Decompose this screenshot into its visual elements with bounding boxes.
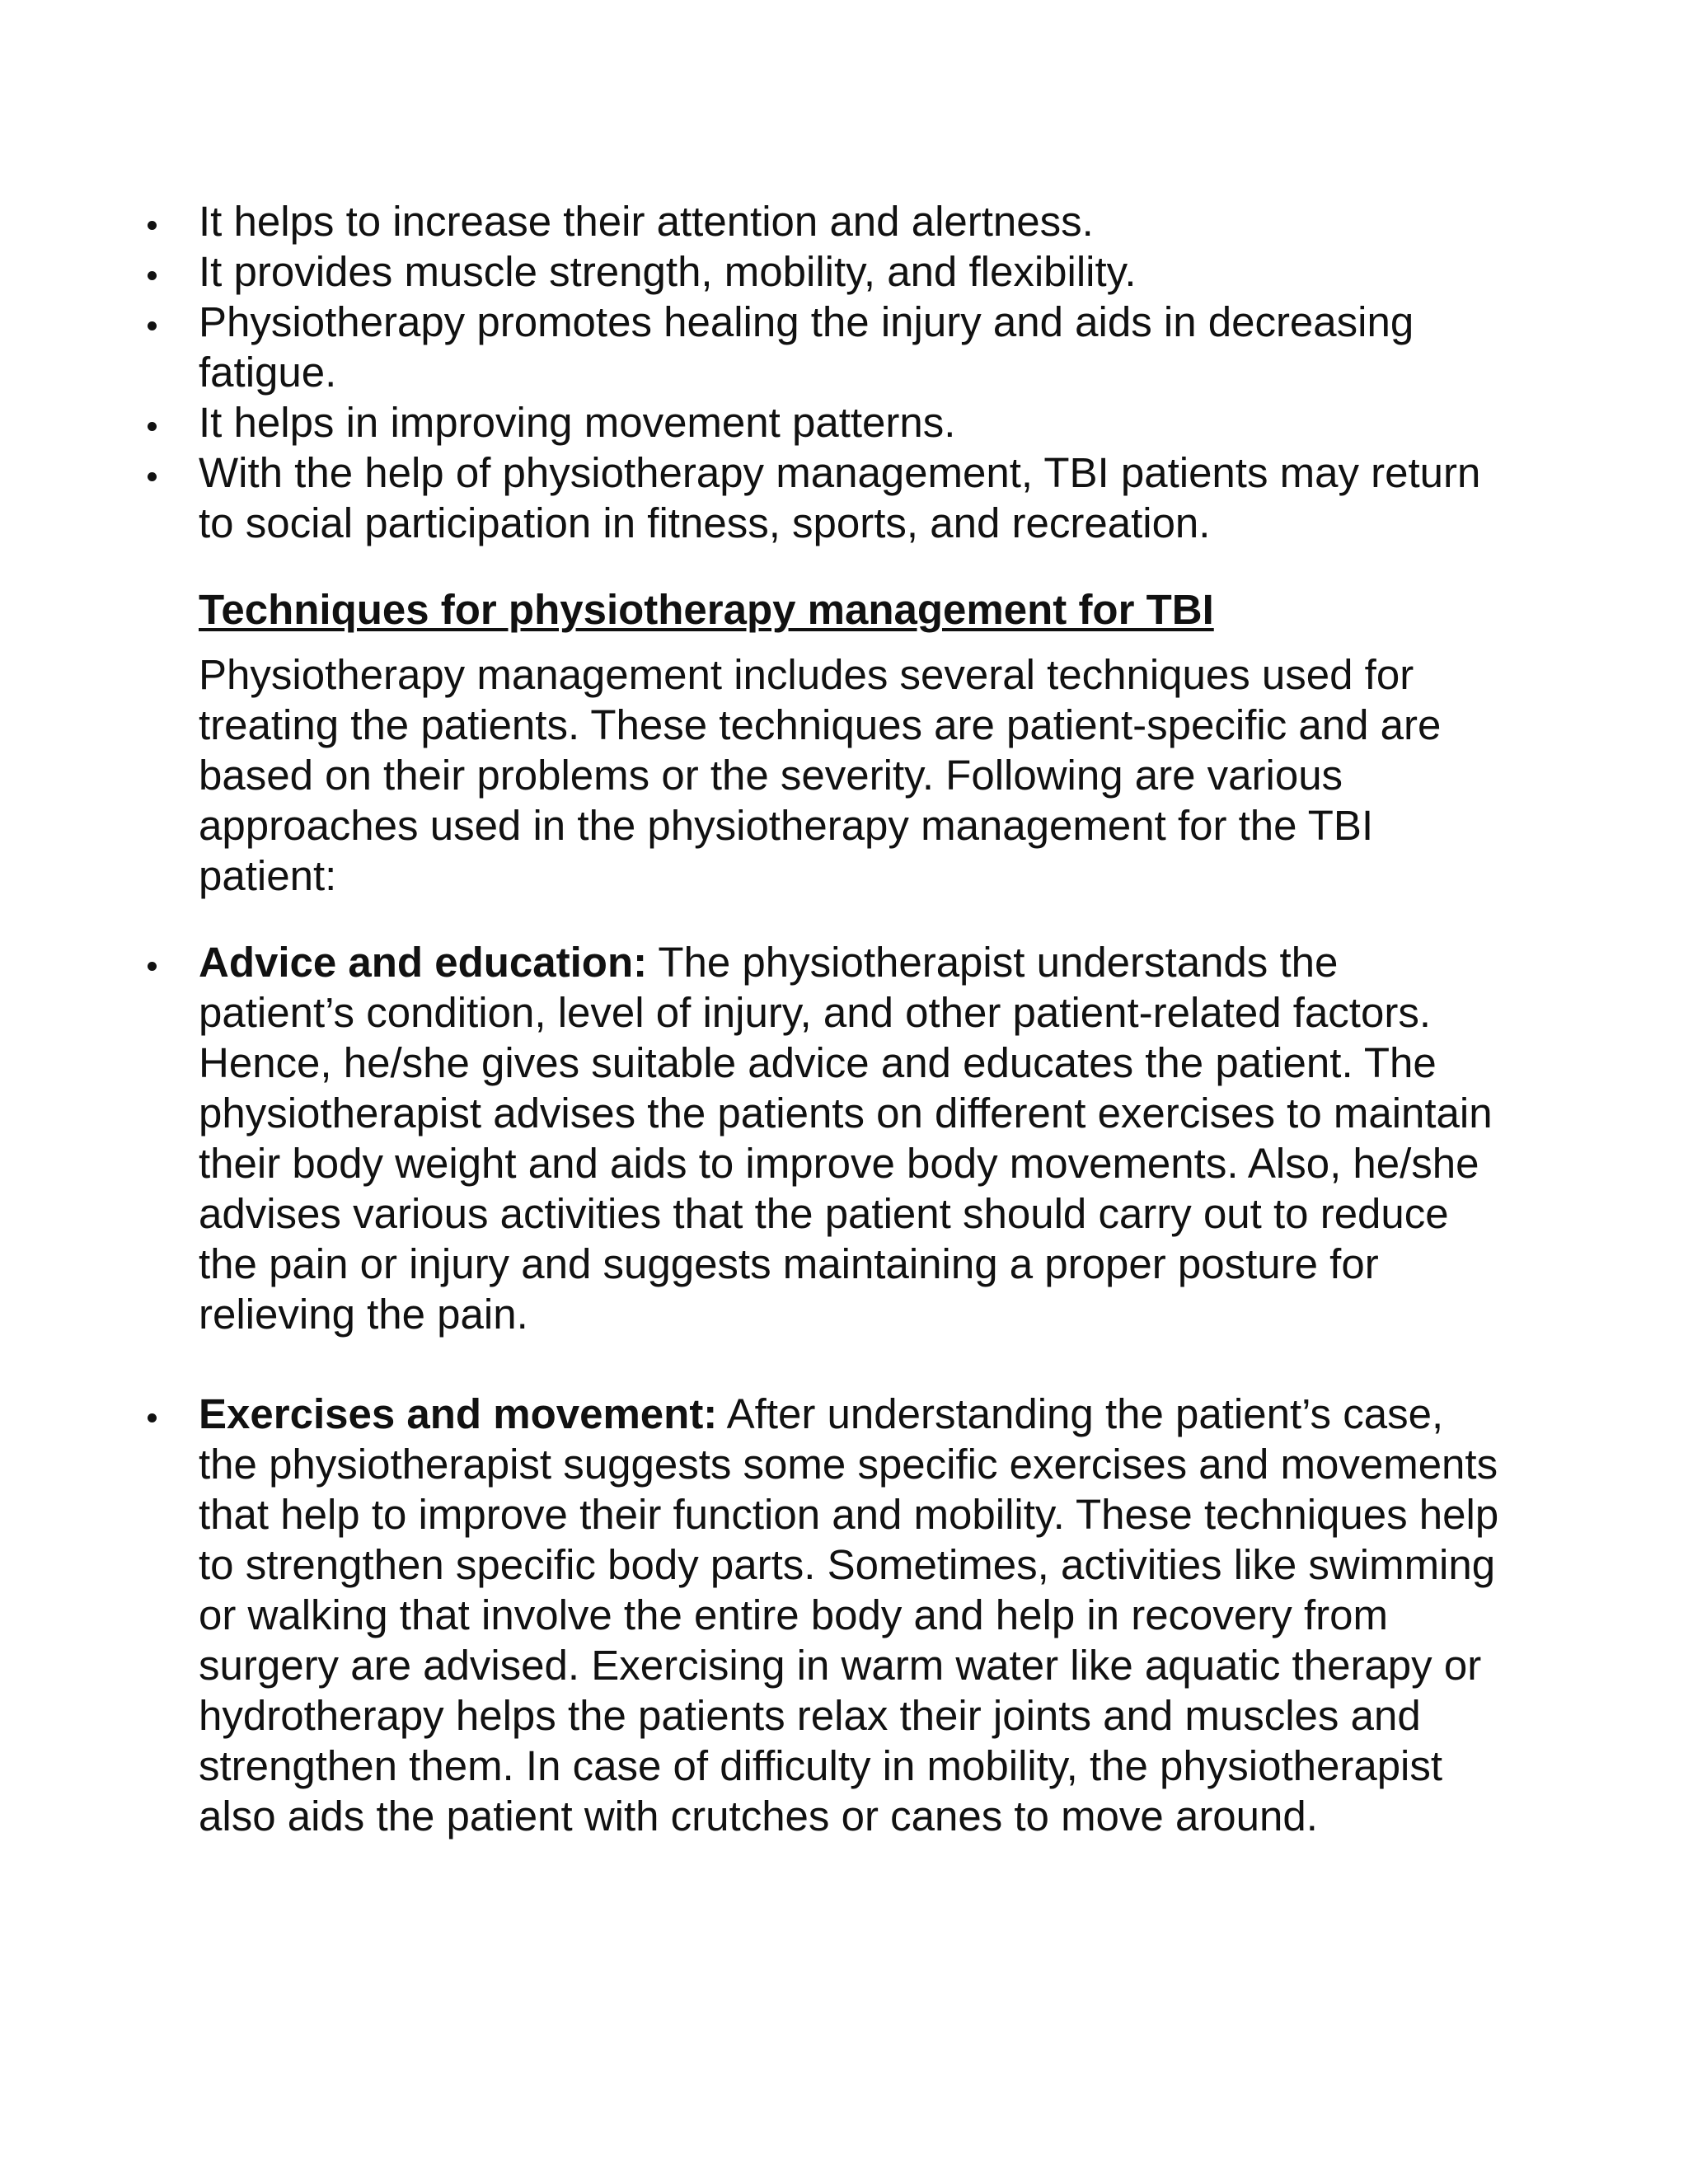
page-content [199, 196, 1501, 1841]
list-item-text: With the help of physiotherapy management, TBI patients may return to social participation in fitness, sports, and recreation. [199, 449, 1481, 546]
list-item [199, 246, 1501, 297]
technique-title: Advice and education: [199, 939, 648, 986]
techniques-list [199, 937, 1501, 1841]
technique-title: Exercises and movement: [199, 1390, 718, 1437]
list-item [199, 196, 1501, 246]
list-item [199, 397, 1501, 448]
bullet-icon [148, 422, 157, 431]
bullet-icon [148, 321, 157, 330]
technique-item-advice [199, 937, 1501, 1339]
technique-text: After understanding the patient’s case, the physiotherapist suggests some specific exercises and movements that help to improve their function and mobility. These techniques help to strengthen specific body parts. Sometimes, activities like swimming or walking that involve the entire body and help in recovery from surgery are advised. Exercising in warm water like aquatic therapy or hydrotherapy helps the patients relax their joints and muscles and strengthen them. In case of difficulty in mobility, the physiotherapist also aids the patient with crutches or canes to move around. [199, 1390, 1499, 1840]
section-heading: Techniques for physiotherapy management for TBI [199, 586, 1214, 633]
list-item [199, 297, 1501, 397]
list-item-text: Physiotherapy promotes healing the injury and aids in decreasing fatigue. [199, 298, 1414, 396]
section-intro: Physiotherapy management includes several techniques used for treating the patients. These techniques are patient-specific and are based on their problems or the severity. Following are various approaches used in the physiotherapy management for the TBI patient: [199, 651, 1442, 899]
benefits-list [199, 196, 1501, 548]
list-item-text: It provides muscle strength, mobility, and flexibility. [199, 248, 1137, 295]
bullet-icon [148, 271, 157, 280]
bullet-icon [148, 472, 157, 481]
technique-item-exercises [199, 1389, 1501, 1841]
bullet-icon [148, 962, 157, 971]
technique-text: The physiotherapist understands the patient’s condition, level of injury, and other patient-related factors. Hence, he/she gives suitable advice and educates the patient. The physiotherapist advises the patients on different exercises to maintain their body weight and aids to improve body movements. Also, he/she advises various activities that the patient should carry out to reduce the pain or injury and suggests maintaining a proper posture for relieving the pain. [199, 939, 1493, 1338]
list-item-text: It helps to increase their attention and alertness. [199, 198, 1094, 245]
bullet-icon [148, 221, 157, 230]
bullet-icon [148, 1413, 157, 1422]
list-item [199, 448, 1501, 548]
list-item-text: It helps in improving movement patterns. [199, 399, 956, 446]
